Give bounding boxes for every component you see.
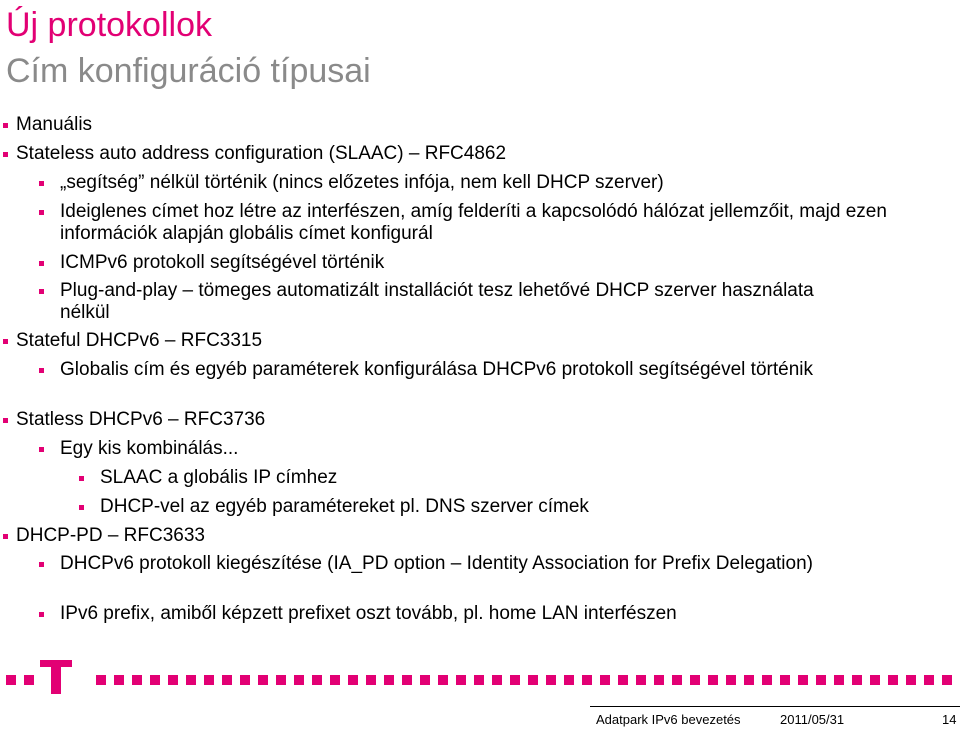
square-bullet-icon	[3, 123, 8, 128]
dot-icon	[888, 675, 898, 685]
dot-icon	[474, 675, 484, 685]
square-bullet-icon	[39, 447, 44, 452]
dot-icon	[942, 675, 952, 685]
bullet-item: DHCPv6 protokoll kiegészítése (IA_PD option – Identity Association for Prefix Delegation)	[0, 553, 860, 575]
bullet-item: „segítség” nélkül történik (nincs előzetes infója, nem kell DHCP szerver)	[0, 172, 940, 194]
dot-icon	[348, 675, 358, 685]
dot-icon	[96, 675, 106, 685]
square-bullet-icon	[39, 368, 44, 373]
dot-icon	[672, 675, 682, 685]
dot-icon	[384, 675, 394, 685]
bullet-item: SLAAC a globális IP címhez	[0, 467, 337, 489]
footer-presentation-title: Adatpark IPv6 bevezetés	[596, 712, 741, 727]
dot-icon	[618, 675, 628, 685]
dot-icon	[420, 675, 430, 685]
dot-icon	[132, 675, 142, 685]
dot-icon	[708, 675, 718, 685]
square-bullet-icon	[79, 476, 84, 481]
dot-icon	[924, 675, 934, 685]
square-bullet-icon	[3, 152, 8, 157]
dot-icon	[6, 675, 16, 685]
dot-icon	[114, 675, 124, 685]
dot-icon	[186, 675, 196, 685]
square-bullet-icon	[3, 418, 8, 423]
dot-icon	[240, 675, 250, 685]
bullet-item: Statless DHCPv6 – RFC3736	[0, 409, 265, 431]
dot-icon	[294, 675, 304, 685]
dot-icon	[204, 675, 214, 685]
dot-icon	[492, 675, 502, 685]
bullet-item: DHCP-PD – RFC3633	[0, 525, 205, 547]
dot-icon	[654, 675, 664, 685]
square-bullet-icon	[39, 181, 44, 186]
bullet-item: Globalis cím és egyéb paraméterek konfigurálása DHCPv6 protokoll segítségével történik	[0, 359, 900, 381]
bullet-item: DHCP-vel az egyéb paramétereket pl. DNS szerver címek	[0, 496, 589, 518]
bullet-item: ICMPv6 protokoll segítségével történik	[0, 252, 940, 274]
bullet-item: Manuális	[0, 114, 92, 136]
dot-icon	[456, 675, 466, 685]
dot-icon	[366, 675, 376, 685]
bullet-item: Stateful DHCPv6 – RFC3315	[0, 330, 262, 352]
dot-icon	[816, 675, 826, 685]
square-bullet-icon	[39, 261, 44, 266]
dot-icon	[870, 675, 880, 685]
dot-icon	[546, 675, 556, 685]
dot-icon	[564, 675, 574, 685]
dot-icon	[834, 675, 844, 685]
square-bullet-icon	[79, 505, 84, 510]
dot-icon	[276, 675, 286, 685]
square-bullet-icon	[3, 534, 8, 539]
bullet-item: Stateless auto address configuration (SLAAC) – RFC4862	[0, 143, 506, 165]
square-bullet-icon	[39, 612, 44, 617]
dot-icon	[780, 675, 790, 685]
footer-page-number: 14	[942, 712, 957, 727]
dot-icon	[600, 675, 610, 685]
dot-icon	[528, 675, 538, 685]
dot-icon	[222, 675, 232, 685]
dot-icon	[798, 675, 808, 685]
dot-icon	[168, 675, 178, 685]
dot-icon	[636, 675, 646, 685]
footer-dot-row	[6, 673, 952, 687]
dot-icon	[726, 675, 736, 685]
dot-icon	[438, 675, 448, 685]
footer-date: 2011/05/31	[780, 712, 845, 727]
slide-subtitle: Cím konfiguráció típusai	[6, 52, 371, 90]
bullet-item: Plug-and-play – tömeges automatizált installációt tesz lehetővé DHCP szerver használata nélkül	[0, 280, 860, 324]
telekom-t-logo-icon	[40, 660, 76, 696]
dot-icon	[762, 675, 772, 685]
dot-icon	[510, 675, 520, 685]
square-bullet-icon	[39, 562, 44, 567]
dot-icon	[312, 675, 322, 685]
square-bullet-icon	[39, 210, 44, 215]
dot-icon	[906, 675, 916, 685]
footer-divider	[590, 706, 960, 707]
dot-icon	[402, 675, 412, 685]
dot-icon	[852, 675, 862, 685]
dot-icon	[690, 675, 700, 685]
bullet-item: IPv6 prefix, amiből képzett prefixet oszt tovább, pl. home LAN interfészen	[0, 603, 940, 625]
dot-icon	[150, 675, 160, 685]
dot-icon	[744, 675, 754, 685]
bullet-item: Egy kis kombinálás...	[0, 438, 940, 460]
dot-icon	[24, 675, 34, 685]
slide-title: Új protokollok	[6, 6, 212, 44]
square-bullet-icon	[39, 289, 44, 294]
dot-icon	[258, 675, 268, 685]
dot-icon	[330, 675, 340, 685]
dot-icon	[582, 675, 592, 685]
square-bullet-icon	[3, 339, 8, 344]
bullet-item: Ideiglenes címet hoz létre az interfészen, amíg felderíti a kapcsolódó hálózat jellemzőit, majd ezen információk alapján globális címet konfigurál	[0, 201, 940, 245]
